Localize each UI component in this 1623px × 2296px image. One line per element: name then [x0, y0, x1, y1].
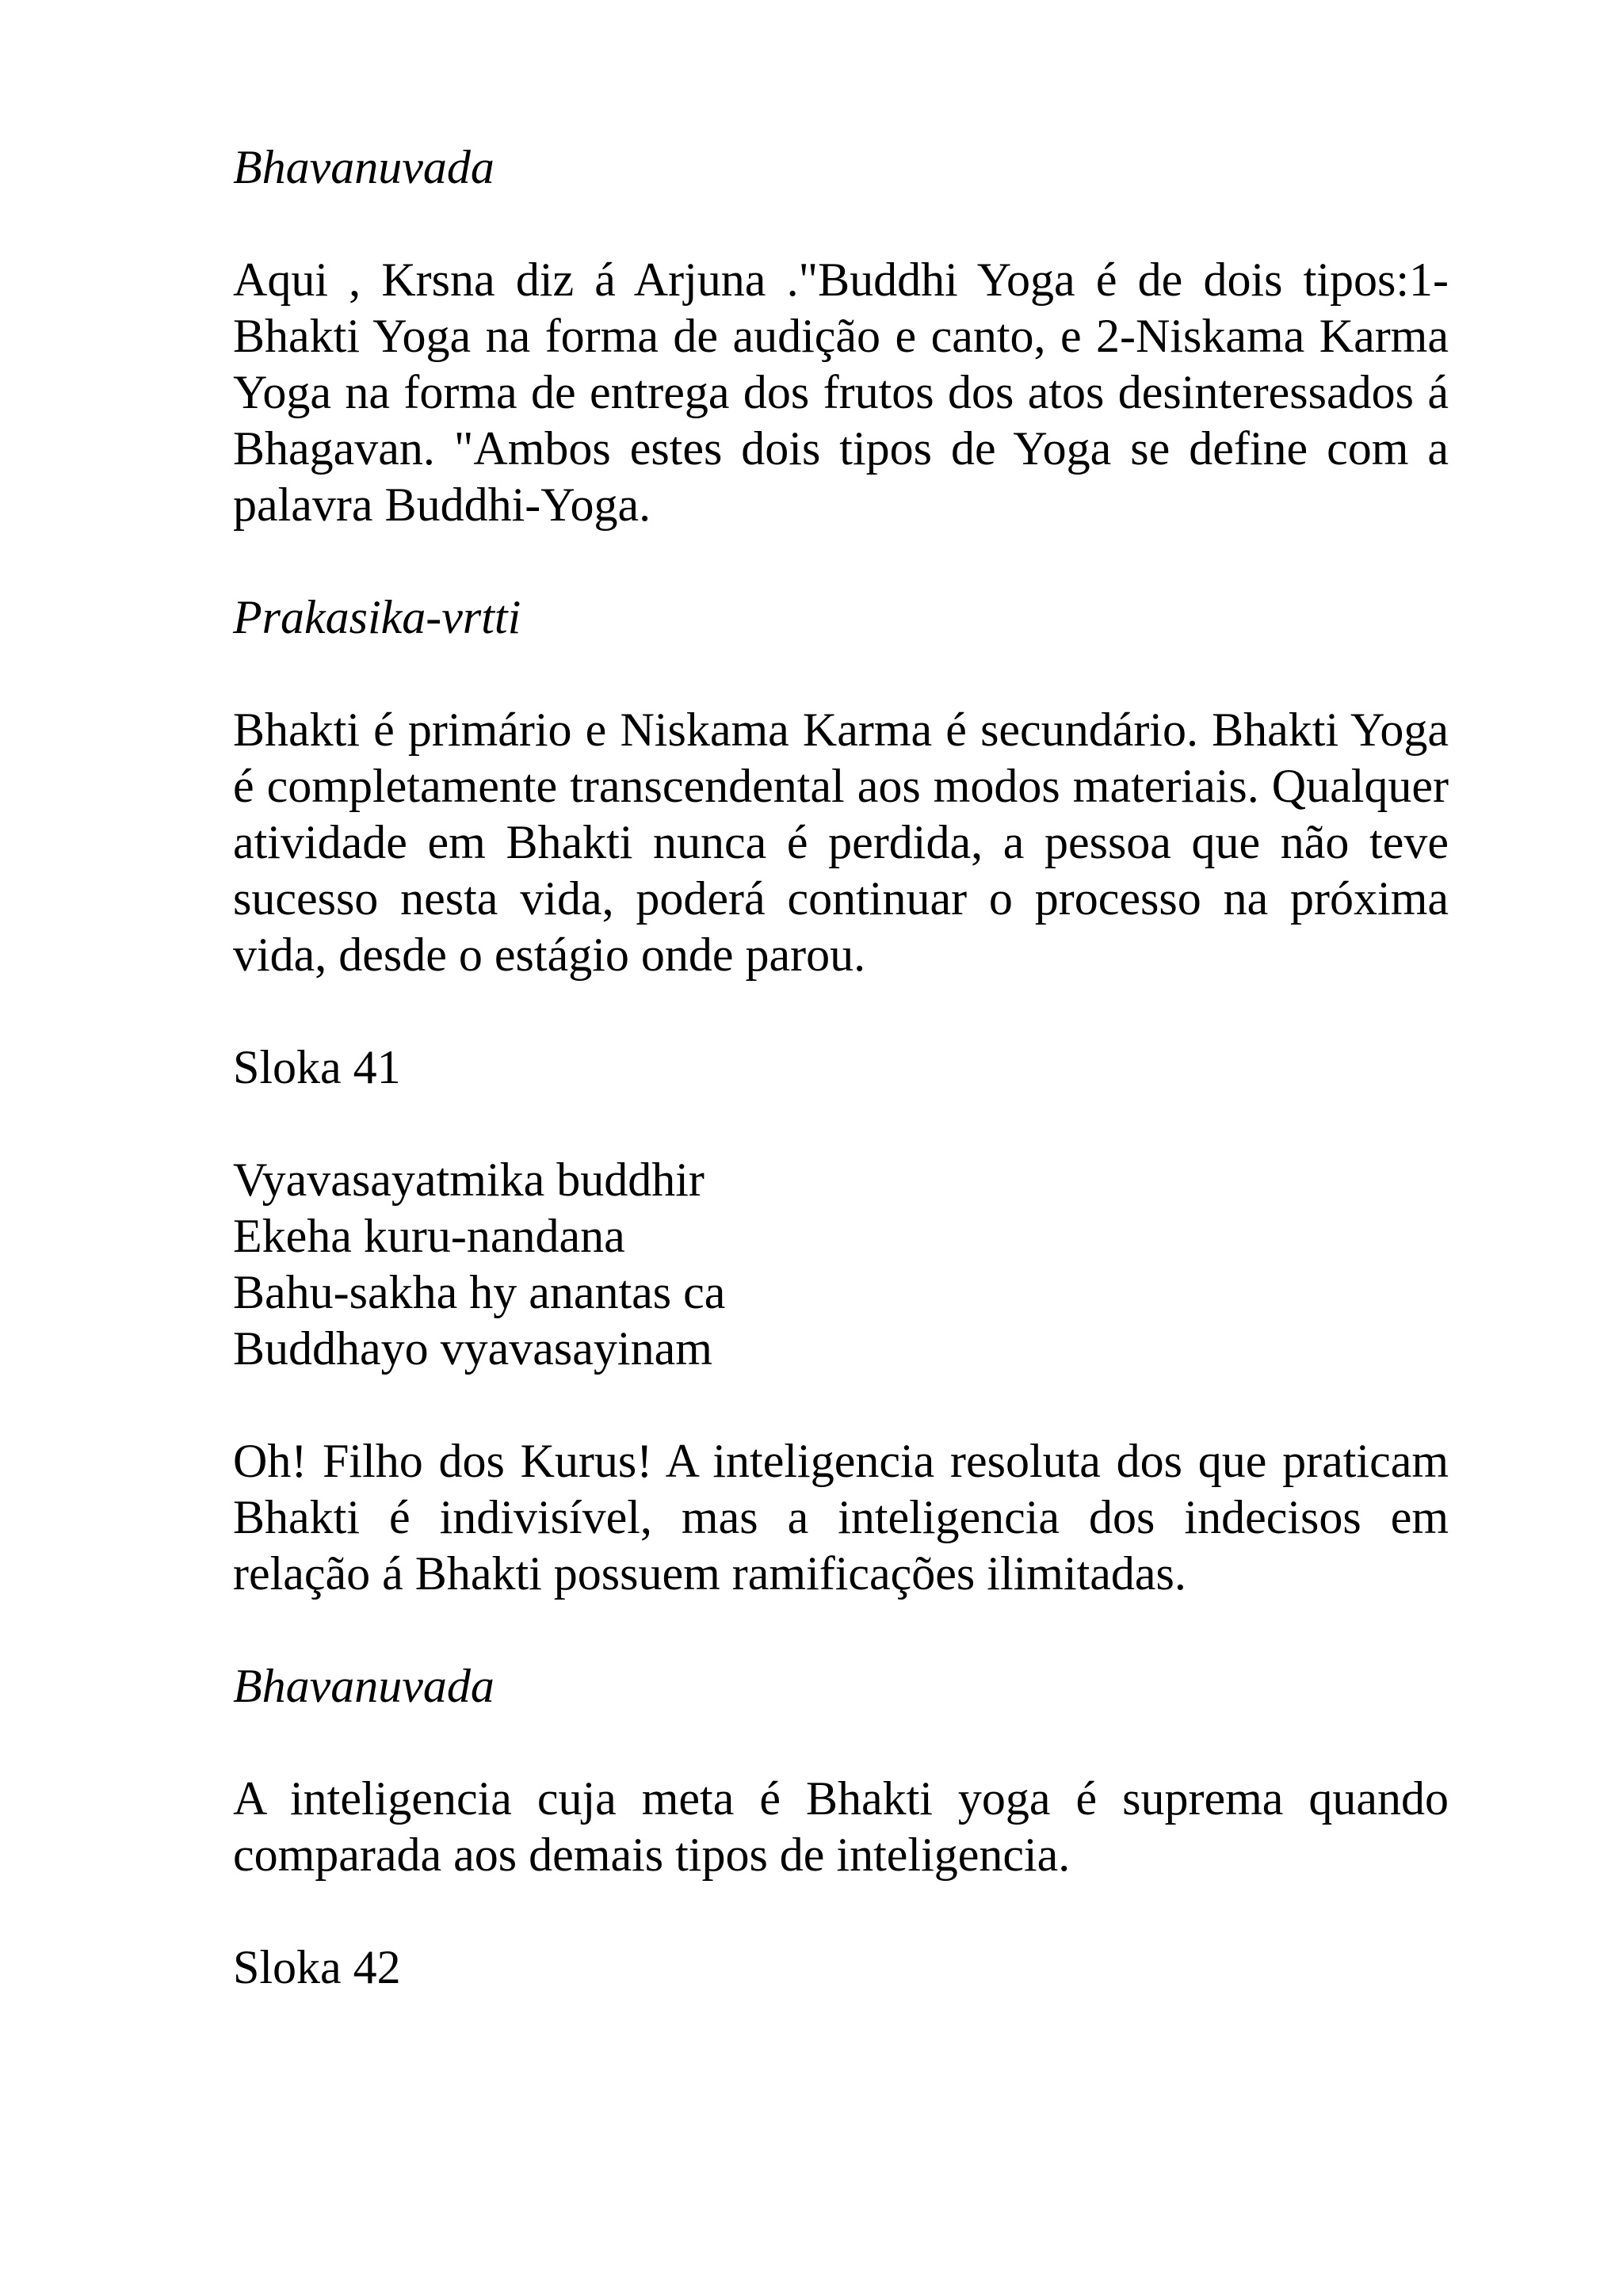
spacer: [233, 1377, 1449, 1433]
verse-line-4: Buddhayo vyavasayinam: [233, 1322, 712, 1375]
sloka-heading-41: Sloka 41: [233, 1041, 401, 1093]
section-heading-bhavanuvada-2: Bhavanuvada: [233, 1660, 495, 1712]
spacer: [233, 533, 1449, 589]
paragraph-buddhi-yoga: Aqui , Krsna diz á Arjuna ."Buddhi Yoga é de dois tipos:1-Bhakti Yoga na forma de audição e canto, e 2-Niskama Karma Yoga na forma de entrega dos frutos dos atos desinteressados á Bhagavan. "Ambos estes dois tipos de Yoga se define com a palavra Buddhi-Yoga.: [233, 254, 1449, 531]
paragraph-supreme-intelligence: A inteligencia cuja meta é Bhakti yoga é suprema quando comparada aos demais tipos de inteligencia.: [233, 1772, 1449, 1881]
section-heading-prakasika-vrtti: Prakasika-vrtti: [233, 591, 521, 643]
spacer: [233, 1883, 1449, 1939]
paragraph-translation: Oh! Filho dos Kurus! A inteligencia resoluta dos que praticam Bhakti é indivisível, mas a inteligencia dos indecisos em relação á Bhakti possuem ramificações ilimitadas.: [233, 1435, 1449, 1600]
spacer: [233, 1714, 1449, 1771]
verse-line-2: Ekeha kuru-nandana: [233, 1210, 625, 1262]
spacer: [233, 1096, 1449, 1152]
sloka-heading-42: Sloka 42: [233, 1941, 401, 1993]
section-heading-bhavanuvada: Bhavanuvada: [233, 141, 495, 193]
spacer: [233, 196, 1449, 252]
paragraph-bhakti-primary: Bhakti é primário e Niskama Karma é secundário. Bhakti Yoga é completamente transcendental aos modos materiais. Qualquer atividade em Bhakti nunca é perdida, a pessoa que não teve sucesso nesta vida, poderá continuar o processo na próxima vida, desde o estágio onde parou.: [233, 704, 1449, 981]
page-content: [233, 139, 1449, 1996]
spacer: [233, 983, 1449, 1039]
verse-line-1: Vyavasayatmika buddhir: [233, 1154, 705, 1206]
verse-block: [233, 1152, 1449, 1377]
spacer: [233, 1602, 1449, 1658]
spacer: [233, 646, 1449, 702]
verse-line-3: Bahu-sakha hy anantas ca: [233, 1266, 726, 1318]
